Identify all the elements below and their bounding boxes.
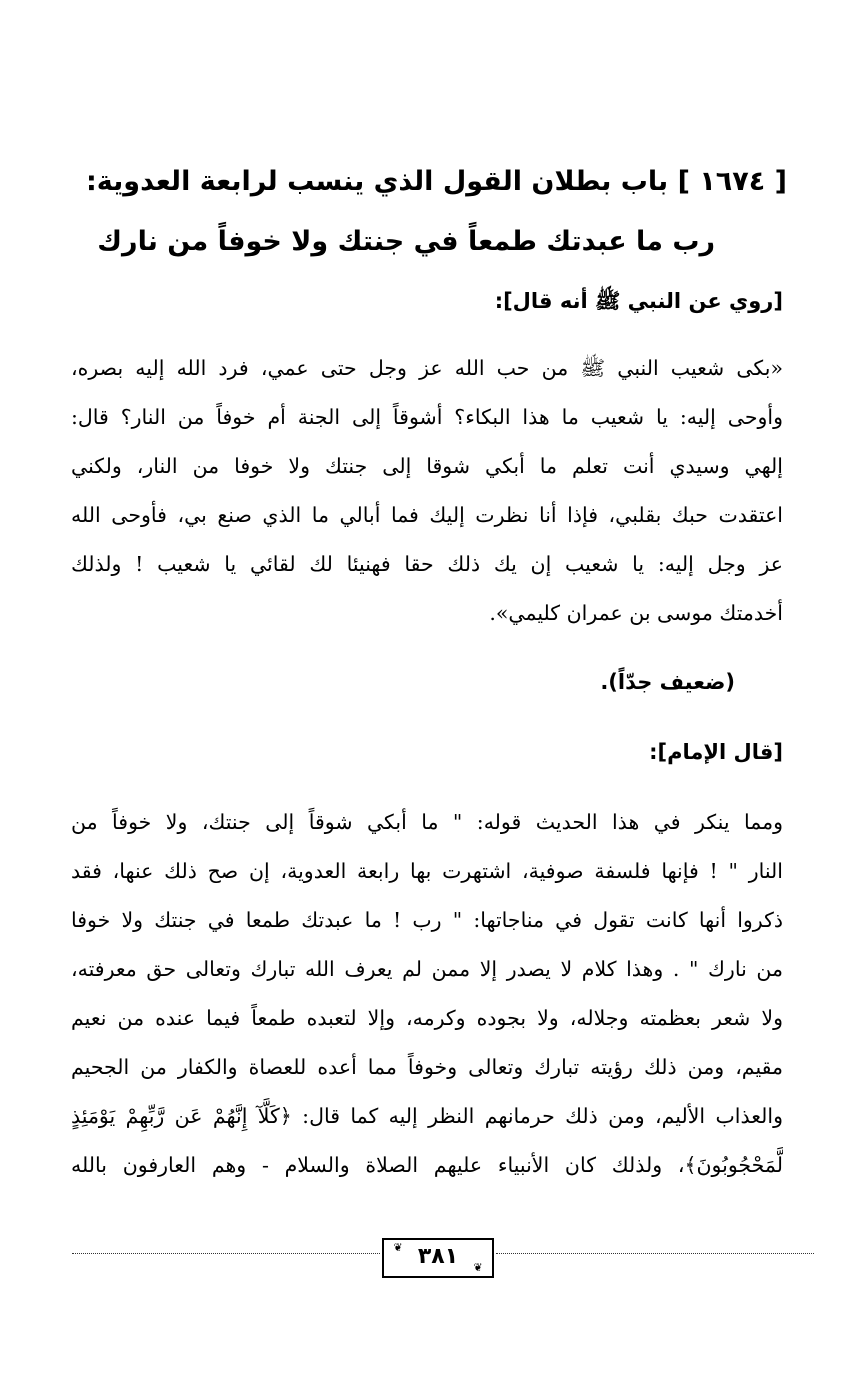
hadith-line: إلهي وسيدي أنت تعلم ما أبكي شوقا إلى جنتك ولا خوفا من النار، ولكني [71,454,783,478]
imam-label: [قال الإمام]: [649,740,783,764]
hadith-line: اعتقدت حبك بقلبي، فإذا أنا نظرت إليك فما أبالي ما الذي صنع بي، فأوحى الله [71,503,783,527]
hadith-text [71,344,783,638]
ornament-icon: ❦ [393,1241,403,1254]
commentary-text [71,798,783,1190]
hadith-line: «بكى شعيب النبي ﷺ من حب الله عز وجل حتى عمي، فرد الله إليه بصره، [71,356,783,380]
commentary-line: من نارك " . وهذا كلام لا يصدر إلا ممن لم يعرف الله تبارك وتعالى حق معرفته، [71,957,783,981]
page-number: ٣٨١ [417,1244,459,1269]
footer-dotted-rule [496,1253,814,1254]
commentary-line: ومما ينكر في هذا الحديث قوله: " ما أبكي شوقاً إلى جنتك، ولا خوفاً من [71,810,783,834]
hadith-grade: (ضعيف جدّاً). [600,670,735,694]
hadith-line: أخدمتك موسى بن عمران كليمي». [489,601,783,625]
page-number-frame [382,1238,494,1278]
chapter-heading-line-1: [ ١٦٧٤ ] باب بطلان القول الذي ينسب لرابعة العدوية: [86,166,787,197]
commentary-line: لَّمَحْجُوبُونَ﴾، ولذلك كان الأنبياء عليهم الصلاة والسلام - وهم العارفون بالله [71,1153,783,1177]
ornament-icon: ❦ [473,1261,483,1274]
commentary-line: ذكروا أنها كانت تقول في مناجاتها: " رب ! ما عبدتك طمعا في جنتك ولا خوفا [71,908,783,932]
commentary-line: النار " ! فإنها فلسفة صوفية، اشتهرت بها رابعة العدوية، إن صح ذلك عنها، فقد [71,859,783,883]
narration-label: [روي عن النبي ﷺ أنه قال]: [494,289,783,313]
chapter-heading-line-2: رب ما عبدتك طمعاً في جنتك ولا خوفاً من نارك [97,226,715,257]
commentary-line: مقيم، ومن ذلك رؤيته تبارك وتعالى وخوفاً مما أعده للعصاة والكفار من الجحيم [71,1055,783,1079]
commentary-line: ولا شعر بعظمته وجلاله، ولا بجوده وكرمه، وإلا لتعبده طمعاً فيما عنده من نعيم [71,1006,783,1030]
commentary-line: والعذاب الأليم، ومن ذلك حرمانهم النظر إليه كما قال: ﴿كَلَّآ إِنَّهُمْ عَن رَّبِّهِمْ يَوْمَئِذٍ [71,1104,783,1128]
hadith-line: عز وجل إليه: يا شعيب إن يك ذلك حقا فهنيئا لك لقائي يا شعيب ! ولذلك [71,552,783,576]
hadith-line: وأوحى إليه: يا شعيب ما هذا البكاء؟ أشوقاً إلى الجنة أم خوفاً من النار؟ قال: [71,405,783,429]
footer-dotted-rule [72,1253,380,1254]
